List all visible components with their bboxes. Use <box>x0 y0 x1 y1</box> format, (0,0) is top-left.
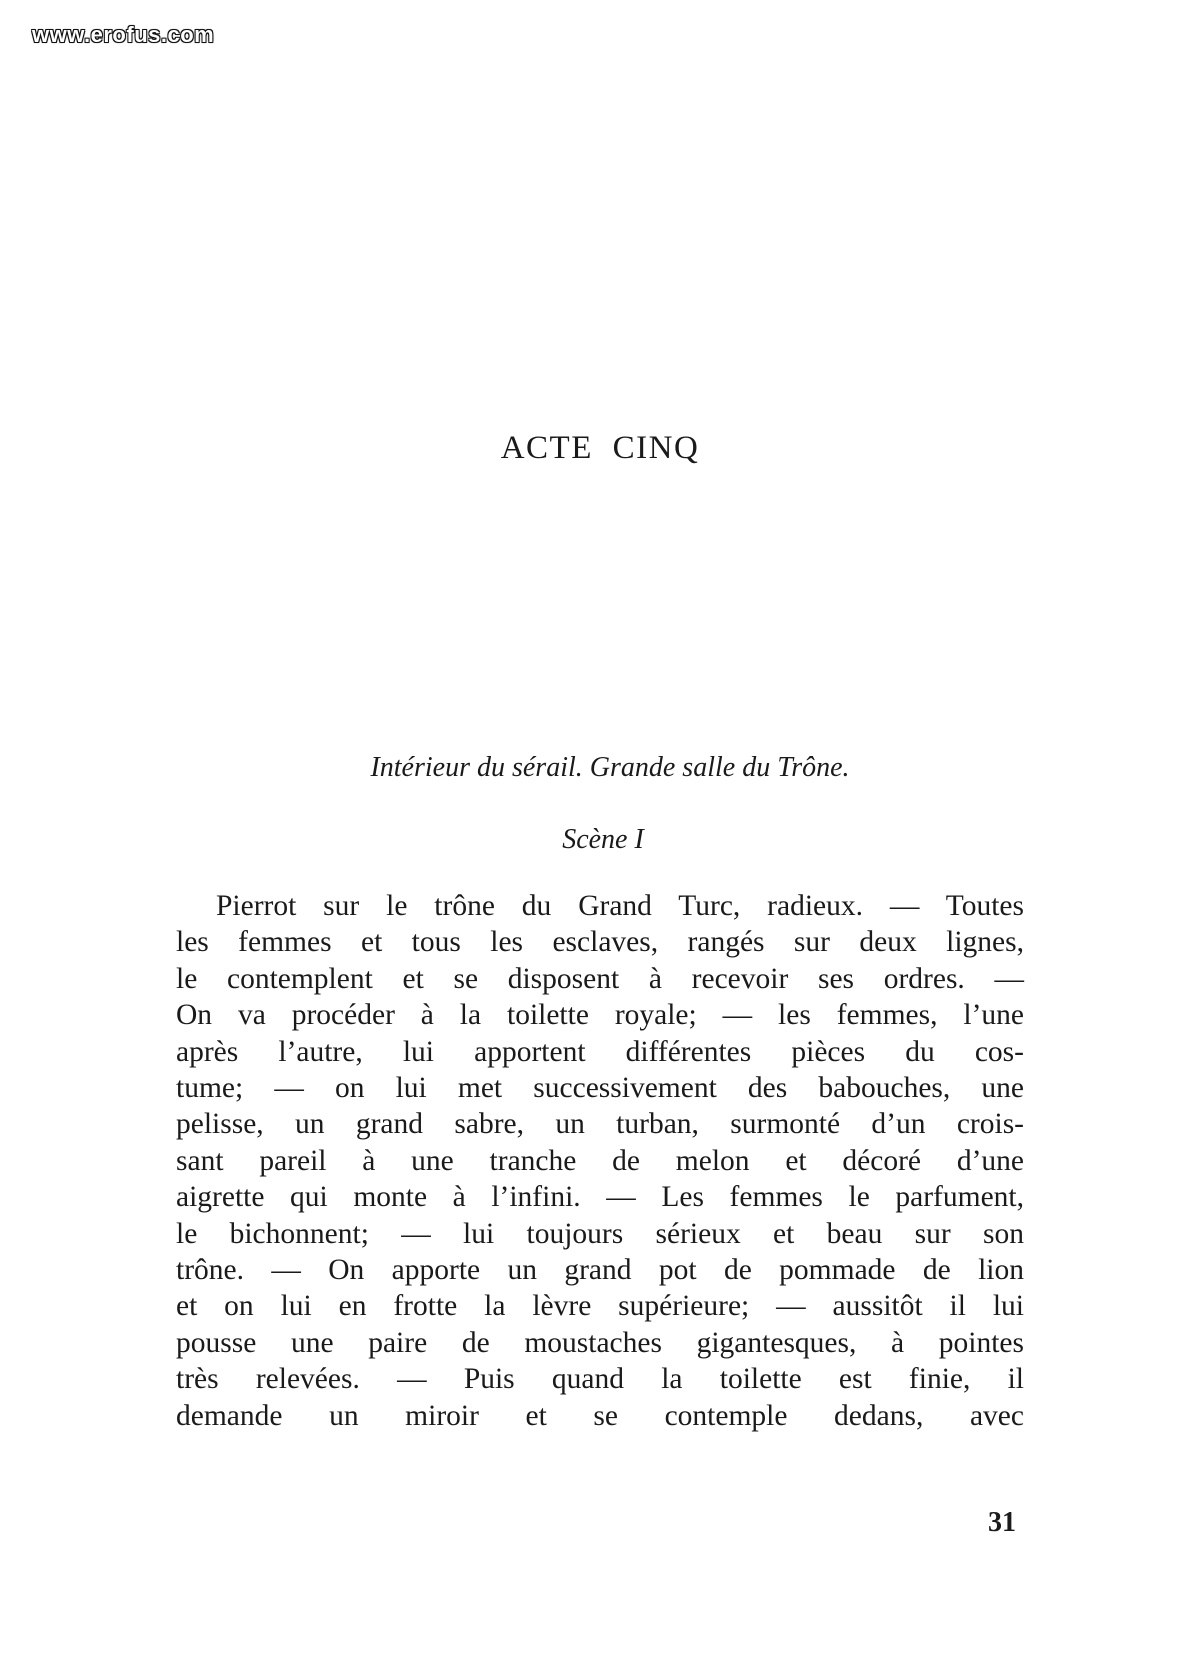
scene-setting: Intérieur du sérail. Grande salle du Trône. <box>370 752 850 783</box>
act-title: ACTE CINQ <box>500 430 700 466</box>
scene-title: Scène I <box>562 824 644 855</box>
paragraph-line: On va procéder à la toilette royale; — les femmes, l’une <box>176 999 1024 1032</box>
paragraph-line: le bichonnent; — lui toujours sérieux et beau sur son <box>176 1217 1024 1250</box>
paragraph-line: pousse une paire de moustaches gigantesques, à pointes <box>176 1326 1024 1359</box>
paragraph-line: très relevées. — Puis quand la toilette est finie, il <box>176 1363 1024 1396</box>
paragraph-line: demande un miroir et se contemple dedans, avec <box>176 1399 1024 1432</box>
paragraph-line: après l’autre, lui apportent différentes pièces du cos- <box>176 1035 1024 1068</box>
paragraph-line: pelisse, un grand sabre, un turban, surmonté d’un crois- <box>176 1108 1024 1141</box>
paragraph-line: aigrette qui monte à l’infini. — Les femmes le parfument, <box>176 1181 1024 1214</box>
paragraph-line: et on lui en frotte la lèvre supérieure; — aussitôt il lui <box>176 1290 1024 1323</box>
watermark: www.erofus.com <box>32 22 215 47</box>
paragraph-line: Pierrot sur le trône du Grand Turc, radieux. — Toutes <box>216 890 1024 922</box>
stage-direction-paragraph <box>176 888 1024 1434</box>
paragraph-line: le contemplent et se disposent à recevoir ses ordres. — <box>176 962 1024 995</box>
paragraph-line: tume; — on lui met successivement des babouches, une <box>176 1072 1024 1105</box>
paragraph-line: trône. — On apporte un grand pot de pommade de lion <box>176 1254 1024 1287</box>
paragraph-line: les femmes et tous les esclaves, rangés sur deux lignes, <box>176 926 1024 959</box>
page-number: 31 <box>988 1507 1016 1538</box>
paragraph-line: sant pareil à une tranche de melon et décoré d’une <box>176 1144 1024 1177</box>
